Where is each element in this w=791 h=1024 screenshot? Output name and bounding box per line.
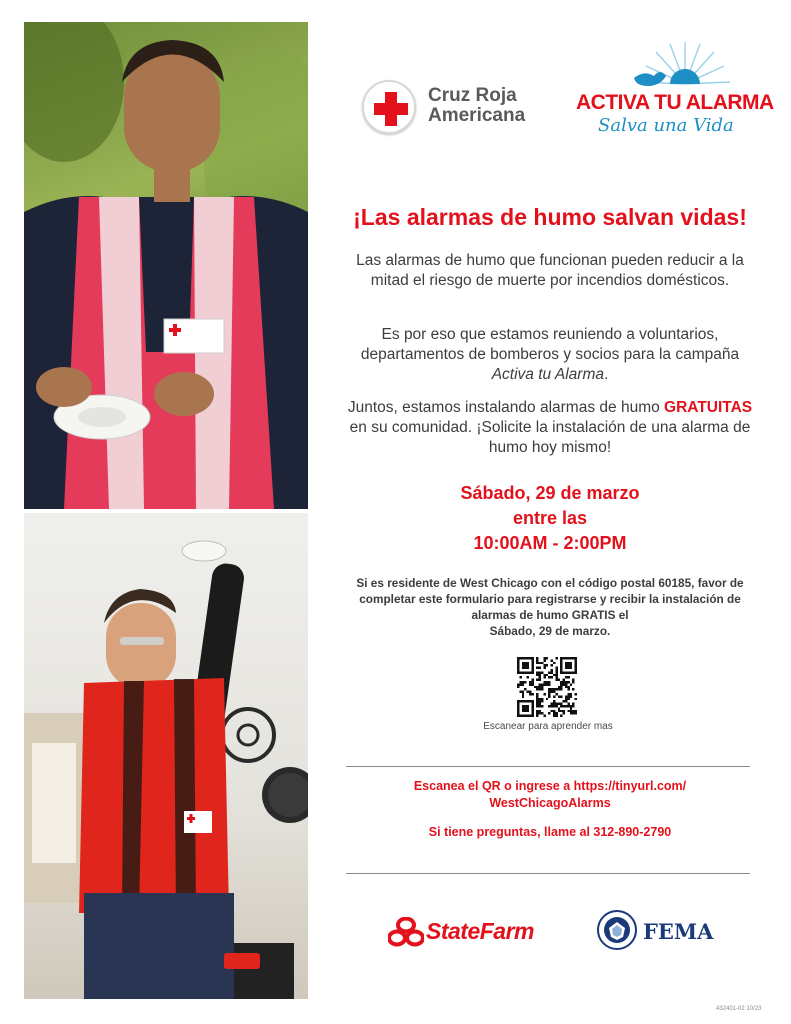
fema-wordmark: FEMA xyxy=(643,919,714,944)
campaign-name: Activa tu Alarma xyxy=(491,366,604,383)
activa-tu-alarma-title: ACTIVA TU ALARMA xyxy=(576,91,774,114)
fema-logo xyxy=(597,910,727,952)
dhs-seal-icon xyxy=(597,910,637,950)
cruz-roja-wordmark: Cruz Roja Americana xyxy=(428,85,526,126)
phone-contact: Si tiene preguntas, llame al 312-890-2790 xyxy=(428,825,672,839)
registration-info: Si es residente de West Chicago con el código postal 60185, favor de completar este formulario para registrarse y recibir la instalación de alarmas de humo GRATIS el Sábado, 29 de marzo. xyxy=(356,576,744,638)
free-highlight: GRATUITAS xyxy=(664,399,753,416)
salva-una-vida-tagline: Salva una Vida xyxy=(598,115,734,136)
event-date: Sábado, 29 de marzo xyxy=(460,483,640,503)
intro-paragraph: Las alarmas de humo que funcionan pueden reducir a la mitad el riesgo de muerte por incendios domésticos. xyxy=(356,252,744,289)
free-install-paragraph: Juntos, estamos instalando alarmas de humo GRATUITAS en su comunidad. ¡Solicite la instalación de una alarma de humo hoy mismo! xyxy=(347,399,753,456)
divider xyxy=(346,766,750,767)
event-between: entre las xyxy=(512,508,588,528)
alarm-sunburst-icon xyxy=(630,40,730,96)
document-code: 432401-02 10/23 xyxy=(716,1006,762,1012)
photo-volunteer-installing-alarm xyxy=(24,513,308,999)
cruz-roja-logo xyxy=(362,80,552,136)
scan-or-visit-link[interactable]: Escanea el QR o ingrese a https://tinyurl.com/ WestChicagoAlarms xyxy=(413,779,687,810)
qr-caption: Escanear para aprender mas xyxy=(483,721,613,732)
red-cross-icon xyxy=(362,80,416,134)
state-farm-wordmark: StateFarm xyxy=(426,918,534,944)
activa-tu-alarma-logo xyxy=(574,40,774,140)
event-details xyxy=(340,481,760,556)
state-farm-logo xyxy=(388,915,558,949)
qr-code[interactable] xyxy=(517,657,577,717)
page-headline: ¡Las alarmas de humo salvan vidas! xyxy=(353,204,747,230)
divider xyxy=(346,873,750,874)
event-time: 10:00AM - 2:00PM xyxy=(473,533,627,553)
photo-volunteer-holding-alarm xyxy=(24,22,308,509)
campaign-paragraph: Es por eso que estamos reuniendo a voluntarios, departamentos de bomberos y socios para la campaña Activa tu Alarma. xyxy=(360,326,740,383)
state-farm-ovals-icon xyxy=(388,917,424,947)
